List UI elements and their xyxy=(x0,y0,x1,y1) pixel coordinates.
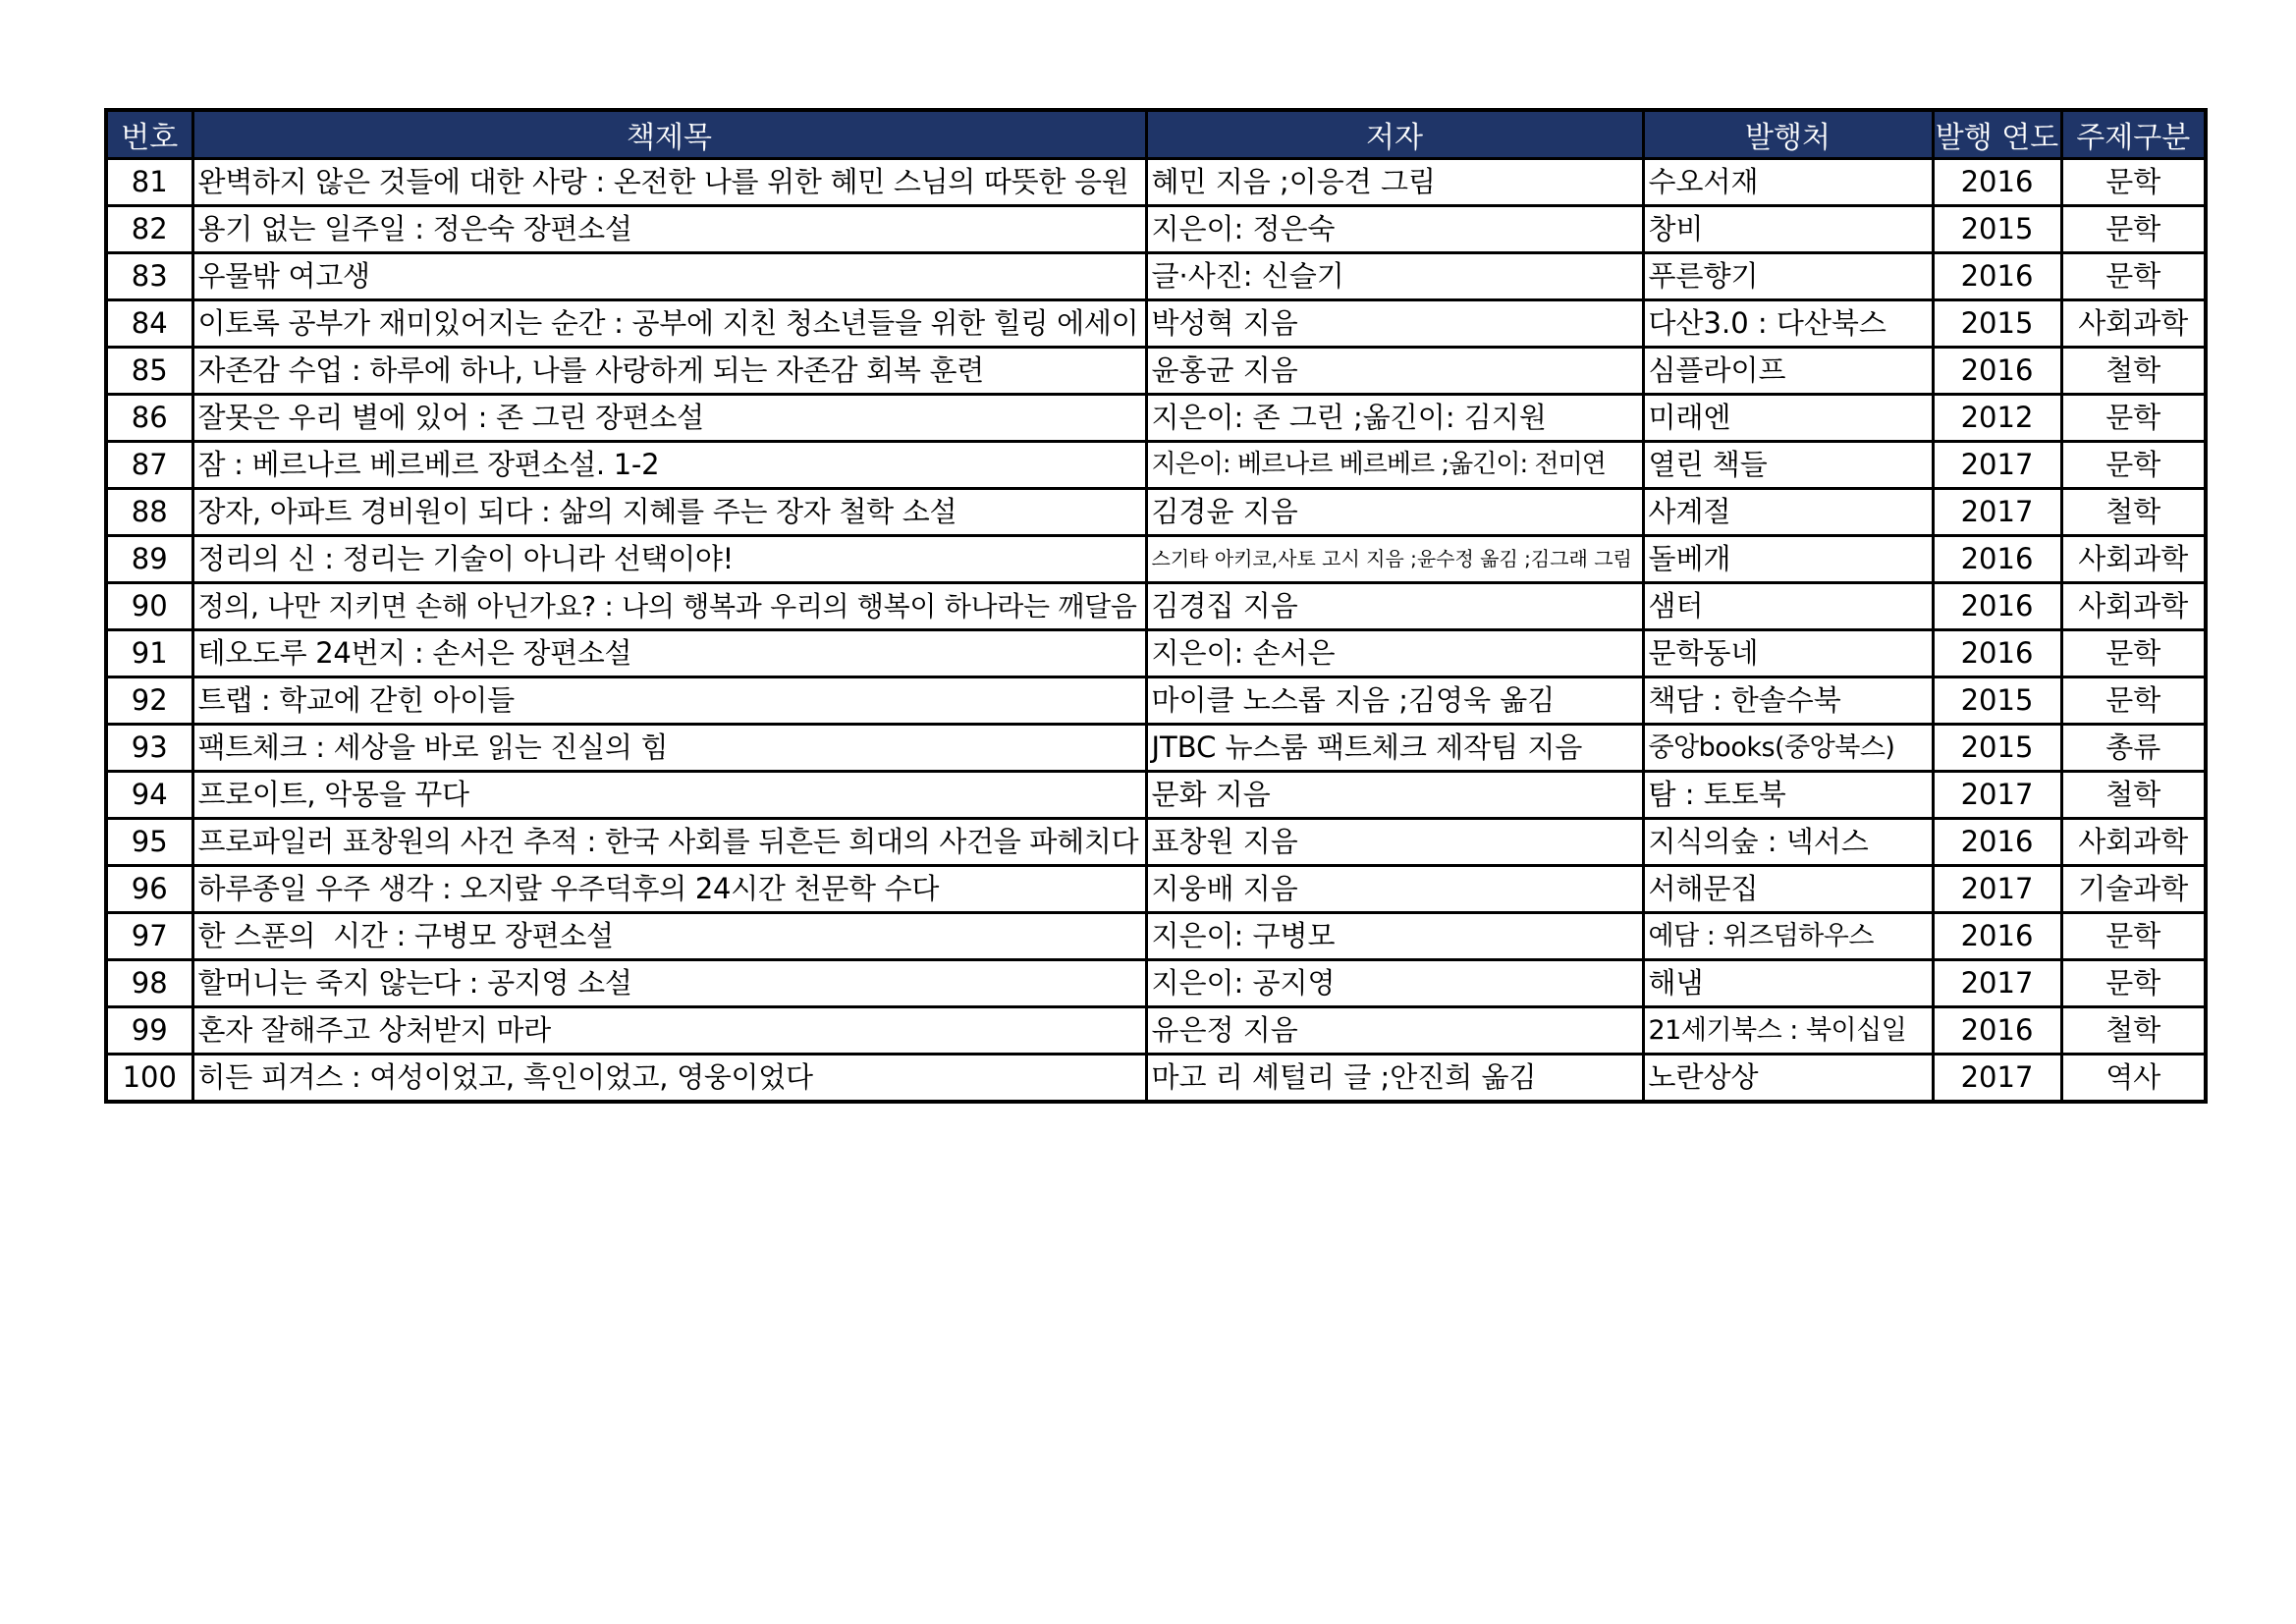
table-row xyxy=(106,677,2206,725)
cell-no: 86 xyxy=(106,395,192,442)
cell-title: 트랩 : 학교에 갇힌 아이들 xyxy=(192,677,1146,725)
cell-subject: 문학 xyxy=(2061,677,2206,725)
cell-no: 83 xyxy=(106,253,192,300)
cell-subject: 문학 xyxy=(2061,395,2206,442)
cell-author: 지은이: 존 그린 ;옮긴이: 김지원 xyxy=(1146,395,1643,442)
cell-no: 90 xyxy=(106,583,192,630)
cell-publisher: 창비 xyxy=(1643,206,1933,253)
cell-year: 2016 xyxy=(1933,253,2061,300)
header-year: 발행 연도 xyxy=(1933,110,2061,159)
cell-subject: 사회과학 xyxy=(2061,819,2206,866)
header-row xyxy=(106,110,2206,159)
cell-subject: 사회과학 xyxy=(2061,300,2206,348)
cell-publisher: 푸른향기 xyxy=(1643,253,1933,300)
cell-author: 지은이: 베르나르 베르베르 ;옮긴이: 전미연 xyxy=(1146,442,1643,489)
cell-author: 윤홍균 지음 xyxy=(1146,348,1643,395)
cell-no: 99 xyxy=(106,1007,192,1055)
table-row xyxy=(106,630,2206,677)
cell-year: 2016 xyxy=(1933,348,2061,395)
table-row xyxy=(106,819,2206,866)
header-publisher: 발행처 xyxy=(1643,110,1933,159)
cell-author: 혜민 지음 ;이응견 그림 xyxy=(1146,159,1643,206)
cell-author: 지웅배 지음 xyxy=(1146,866,1643,913)
table-body xyxy=(106,159,2206,1103)
cell-subject: 철학 xyxy=(2061,1007,2206,1055)
cell-title: 완벽하지 않은 것들에 대한 사랑 : 온전한 나를 위한 혜민 스님의 따뜻한 응원 xyxy=(192,159,1146,206)
cell-subject: 총류 xyxy=(2061,725,2206,772)
table-row xyxy=(106,300,2206,348)
cell-no: 93 xyxy=(106,725,192,772)
cell-publisher: 열린 책들 xyxy=(1643,442,1933,489)
cell-subject: 문학 xyxy=(2061,960,2206,1007)
cell-author: 스기타 아키코,사토 고시 지음 ;윤수정 옮김 ;김그래 그림 xyxy=(1146,536,1643,583)
table-row xyxy=(106,536,2206,583)
cell-no: 81 xyxy=(106,159,192,206)
cell-year: 2016 xyxy=(1933,1007,2061,1055)
cell-year: 2016 xyxy=(1933,913,2061,960)
book-table xyxy=(104,108,2208,1104)
cell-year: 2017 xyxy=(1933,772,2061,819)
table-row xyxy=(106,913,2206,960)
cell-subject: 문학 xyxy=(2061,442,2206,489)
table-row xyxy=(106,253,2206,300)
cell-year: 2017 xyxy=(1933,866,2061,913)
cell-publisher: 예담 : 위즈덤하우스 xyxy=(1643,913,1933,960)
table-row xyxy=(106,489,2206,536)
cell-title: 정리의 신 : 정리는 기술이 아니라 선택이야! xyxy=(192,536,1146,583)
cell-year: 2015 xyxy=(1933,677,2061,725)
cell-author: 마고 리 셰털리 글 ;안진희 옮김 xyxy=(1146,1055,1643,1103)
cell-author: 지은이: 손서은 xyxy=(1146,630,1643,677)
cell-title: 팩트체크 : 세상을 바로 읽는 진실의 힘 xyxy=(192,725,1146,772)
cell-title: 할머니는 죽지 않는다 : 공지영 소설 xyxy=(192,960,1146,1007)
cell-author: 지은이: 공지영 xyxy=(1146,960,1643,1007)
cell-title: 이토록 공부가 재미있어지는 순간 : 공부에 지친 청소년들을 위한 힐링 에세이 xyxy=(192,300,1146,348)
table-row xyxy=(106,159,2206,206)
cell-author: 김경집 지음 xyxy=(1146,583,1643,630)
cell-no: 100 xyxy=(106,1055,192,1103)
cell-no: 87 xyxy=(106,442,192,489)
table-row xyxy=(106,1007,2206,1055)
table-row xyxy=(106,583,2206,630)
header-title: 책제목 xyxy=(192,110,1146,159)
table-row xyxy=(106,1055,2206,1103)
cell-publisher: 해냄 xyxy=(1643,960,1933,1007)
cell-publisher: 돌베개 xyxy=(1643,536,1933,583)
cell-publisher: 문학동네 xyxy=(1643,630,1933,677)
cell-title: 우물밖 여고생 xyxy=(192,253,1146,300)
cell-no: 94 xyxy=(106,772,192,819)
cell-title: 프로이트, 악몽을 꾸다 xyxy=(192,772,1146,819)
cell-author: 김경윤 지음 xyxy=(1146,489,1643,536)
cell-title: 한 스푼의 시간 : 구병모 장편소설 xyxy=(192,913,1146,960)
cell-publisher: 수오서재 xyxy=(1643,159,1933,206)
cell-publisher: 사계절 xyxy=(1643,489,1933,536)
cell-subject: 문학 xyxy=(2061,253,2206,300)
cell-year: 2015 xyxy=(1933,725,2061,772)
cell-subject: 철학 xyxy=(2061,489,2206,536)
cell-publisher: 지식의숲 : 넥서스 xyxy=(1643,819,1933,866)
cell-subject: 문학 xyxy=(2061,159,2206,206)
cell-year: 2012 xyxy=(1933,395,2061,442)
cell-year: 2017 xyxy=(1933,489,2061,536)
cell-no: 85 xyxy=(106,348,192,395)
cell-year: 2016 xyxy=(1933,536,2061,583)
cell-subject: 기술과학 xyxy=(2061,866,2206,913)
cell-year: 2017 xyxy=(1933,1055,2061,1103)
table-row xyxy=(106,395,2206,442)
cell-title: 용기 없는 일주일 : 정은숙 장편소설 xyxy=(192,206,1146,253)
cell-year: 2017 xyxy=(1933,442,2061,489)
cell-publisher: 21세기북스 : 북이십일 xyxy=(1643,1007,1933,1055)
cell-year: 2016 xyxy=(1933,630,2061,677)
cell-subject: 문학 xyxy=(2061,913,2206,960)
cell-no: 98 xyxy=(106,960,192,1007)
table-row xyxy=(106,348,2206,395)
cell-publisher: 심플라이프 xyxy=(1643,348,1933,395)
cell-no: 95 xyxy=(106,819,192,866)
cell-year: 2016 xyxy=(1933,583,2061,630)
cell-publisher: 중앙books(중앙북스) xyxy=(1643,725,1933,772)
cell-author: 지은이: 정은숙 xyxy=(1146,206,1643,253)
cell-author: 글·사진: 신슬기 xyxy=(1146,253,1643,300)
cell-year: 2017 xyxy=(1933,960,2061,1007)
cell-title: 잘못은 우리 별에 있어 : 존 그린 장편소설 xyxy=(192,395,1146,442)
cell-subject: 사회과학 xyxy=(2061,536,2206,583)
table-header xyxy=(106,110,2206,159)
cell-year: 2015 xyxy=(1933,206,2061,253)
cell-publisher: 탐 : 토토북 xyxy=(1643,772,1933,819)
cell-title: 하루종일 우주 생각 : 오지랖 우주덕후의 24시간 천문학 수다 xyxy=(192,866,1146,913)
cell-no: 96 xyxy=(106,866,192,913)
cell-no: 97 xyxy=(106,913,192,960)
table-row xyxy=(106,772,2206,819)
cell-subject: 철학 xyxy=(2061,348,2206,395)
cell-title: 정의, 나만 지키면 손해 아닌가요? : 나의 행복과 우리의 행복이 하나라는 깨달음 xyxy=(192,583,1146,630)
cell-publisher: 책담 : 한솔수북 xyxy=(1643,677,1933,725)
cell-author: 박성혁 지음 xyxy=(1146,300,1643,348)
cell-subject: 역사 xyxy=(2061,1055,2206,1103)
header-author: 저자 xyxy=(1146,110,1643,159)
cell-title: 테오도루 24번지 : 손서은 장편소설 xyxy=(192,630,1146,677)
cell-title: 프로파일러 표창원의 사건 추적 : 한국 사회를 뒤흔든 희대의 사건을 파헤치다 xyxy=(192,819,1146,866)
cell-subject: 사회과학 xyxy=(2061,583,2206,630)
cell-author: 마이클 노스롭 지음 ;김영욱 옮김 xyxy=(1146,677,1643,725)
cell-no: 89 xyxy=(106,536,192,583)
cell-year: 2015 xyxy=(1933,300,2061,348)
cell-no: 88 xyxy=(106,489,192,536)
table-row xyxy=(106,442,2206,489)
book-list-sheet xyxy=(104,108,2204,1104)
cell-year: 2016 xyxy=(1933,819,2061,866)
cell-no: 82 xyxy=(106,206,192,253)
cell-publisher: 서해문집 xyxy=(1643,866,1933,913)
cell-author: 지은이: 구병모 xyxy=(1146,913,1643,960)
table-row xyxy=(106,866,2206,913)
cell-publisher: 미래엔 xyxy=(1643,395,1933,442)
cell-publisher: 노란상상 xyxy=(1643,1055,1933,1103)
header-subject: 주제구분 xyxy=(2061,110,2206,159)
cell-title: 혼자 잘해주고 상처받지 마라 xyxy=(192,1007,1146,1055)
cell-subject: 철학 xyxy=(2061,772,2206,819)
cell-title: 히든 피겨스 : 여성이었고, 흑인이었고, 영웅이었다 xyxy=(192,1055,1146,1103)
cell-author: 문화 지음 xyxy=(1146,772,1643,819)
cell-subject: 문학 xyxy=(2061,206,2206,253)
cell-no: 91 xyxy=(106,630,192,677)
table-row xyxy=(106,206,2206,253)
cell-subject: 문학 xyxy=(2061,630,2206,677)
cell-title: 자존감 수업 : 하루에 하나, 나를 사랑하게 되는 자존감 회복 훈련 xyxy=(192,348,1146,395)
cell-author: 표창원 지음 xyxy=(1146,819,1643,866)
cell-author: 유은정 지음 xyxy=(1146,1007,1643,1055)
cell-no: 84 xyxy=(106,300,192,348)
cell-publisher: 샘터 xyxy=(1643,583,1933,630)
cell-publisher: 다산3.0 : 다산북스 xyxy=(1643,300,1933,348)
cell-author: JTBC 뉴스룸 팩트체크 제작팀 지음 xyxy=(1146,725,1643,772)
header-no: 번호 xyxy=(106,110,192,159)
table-row xyxy=(106,725,2206,772)
cell-no: 92 xyxy=(106,677,192,725)
cell-title: 잠 : 베르나르 베르베르 장편소설. 1-2 xyxy=(192,442,1146,489)
table-row xyxy=(106,960,2206,1007)
cell-title: 장자, 아파트 경비원이 되다 : 삶의 지혜를 주는 장자 철학 소설 xyxy=(192,489,1146,536)
cell-year: 2016 xyxy=(1933,159,2061,206)
